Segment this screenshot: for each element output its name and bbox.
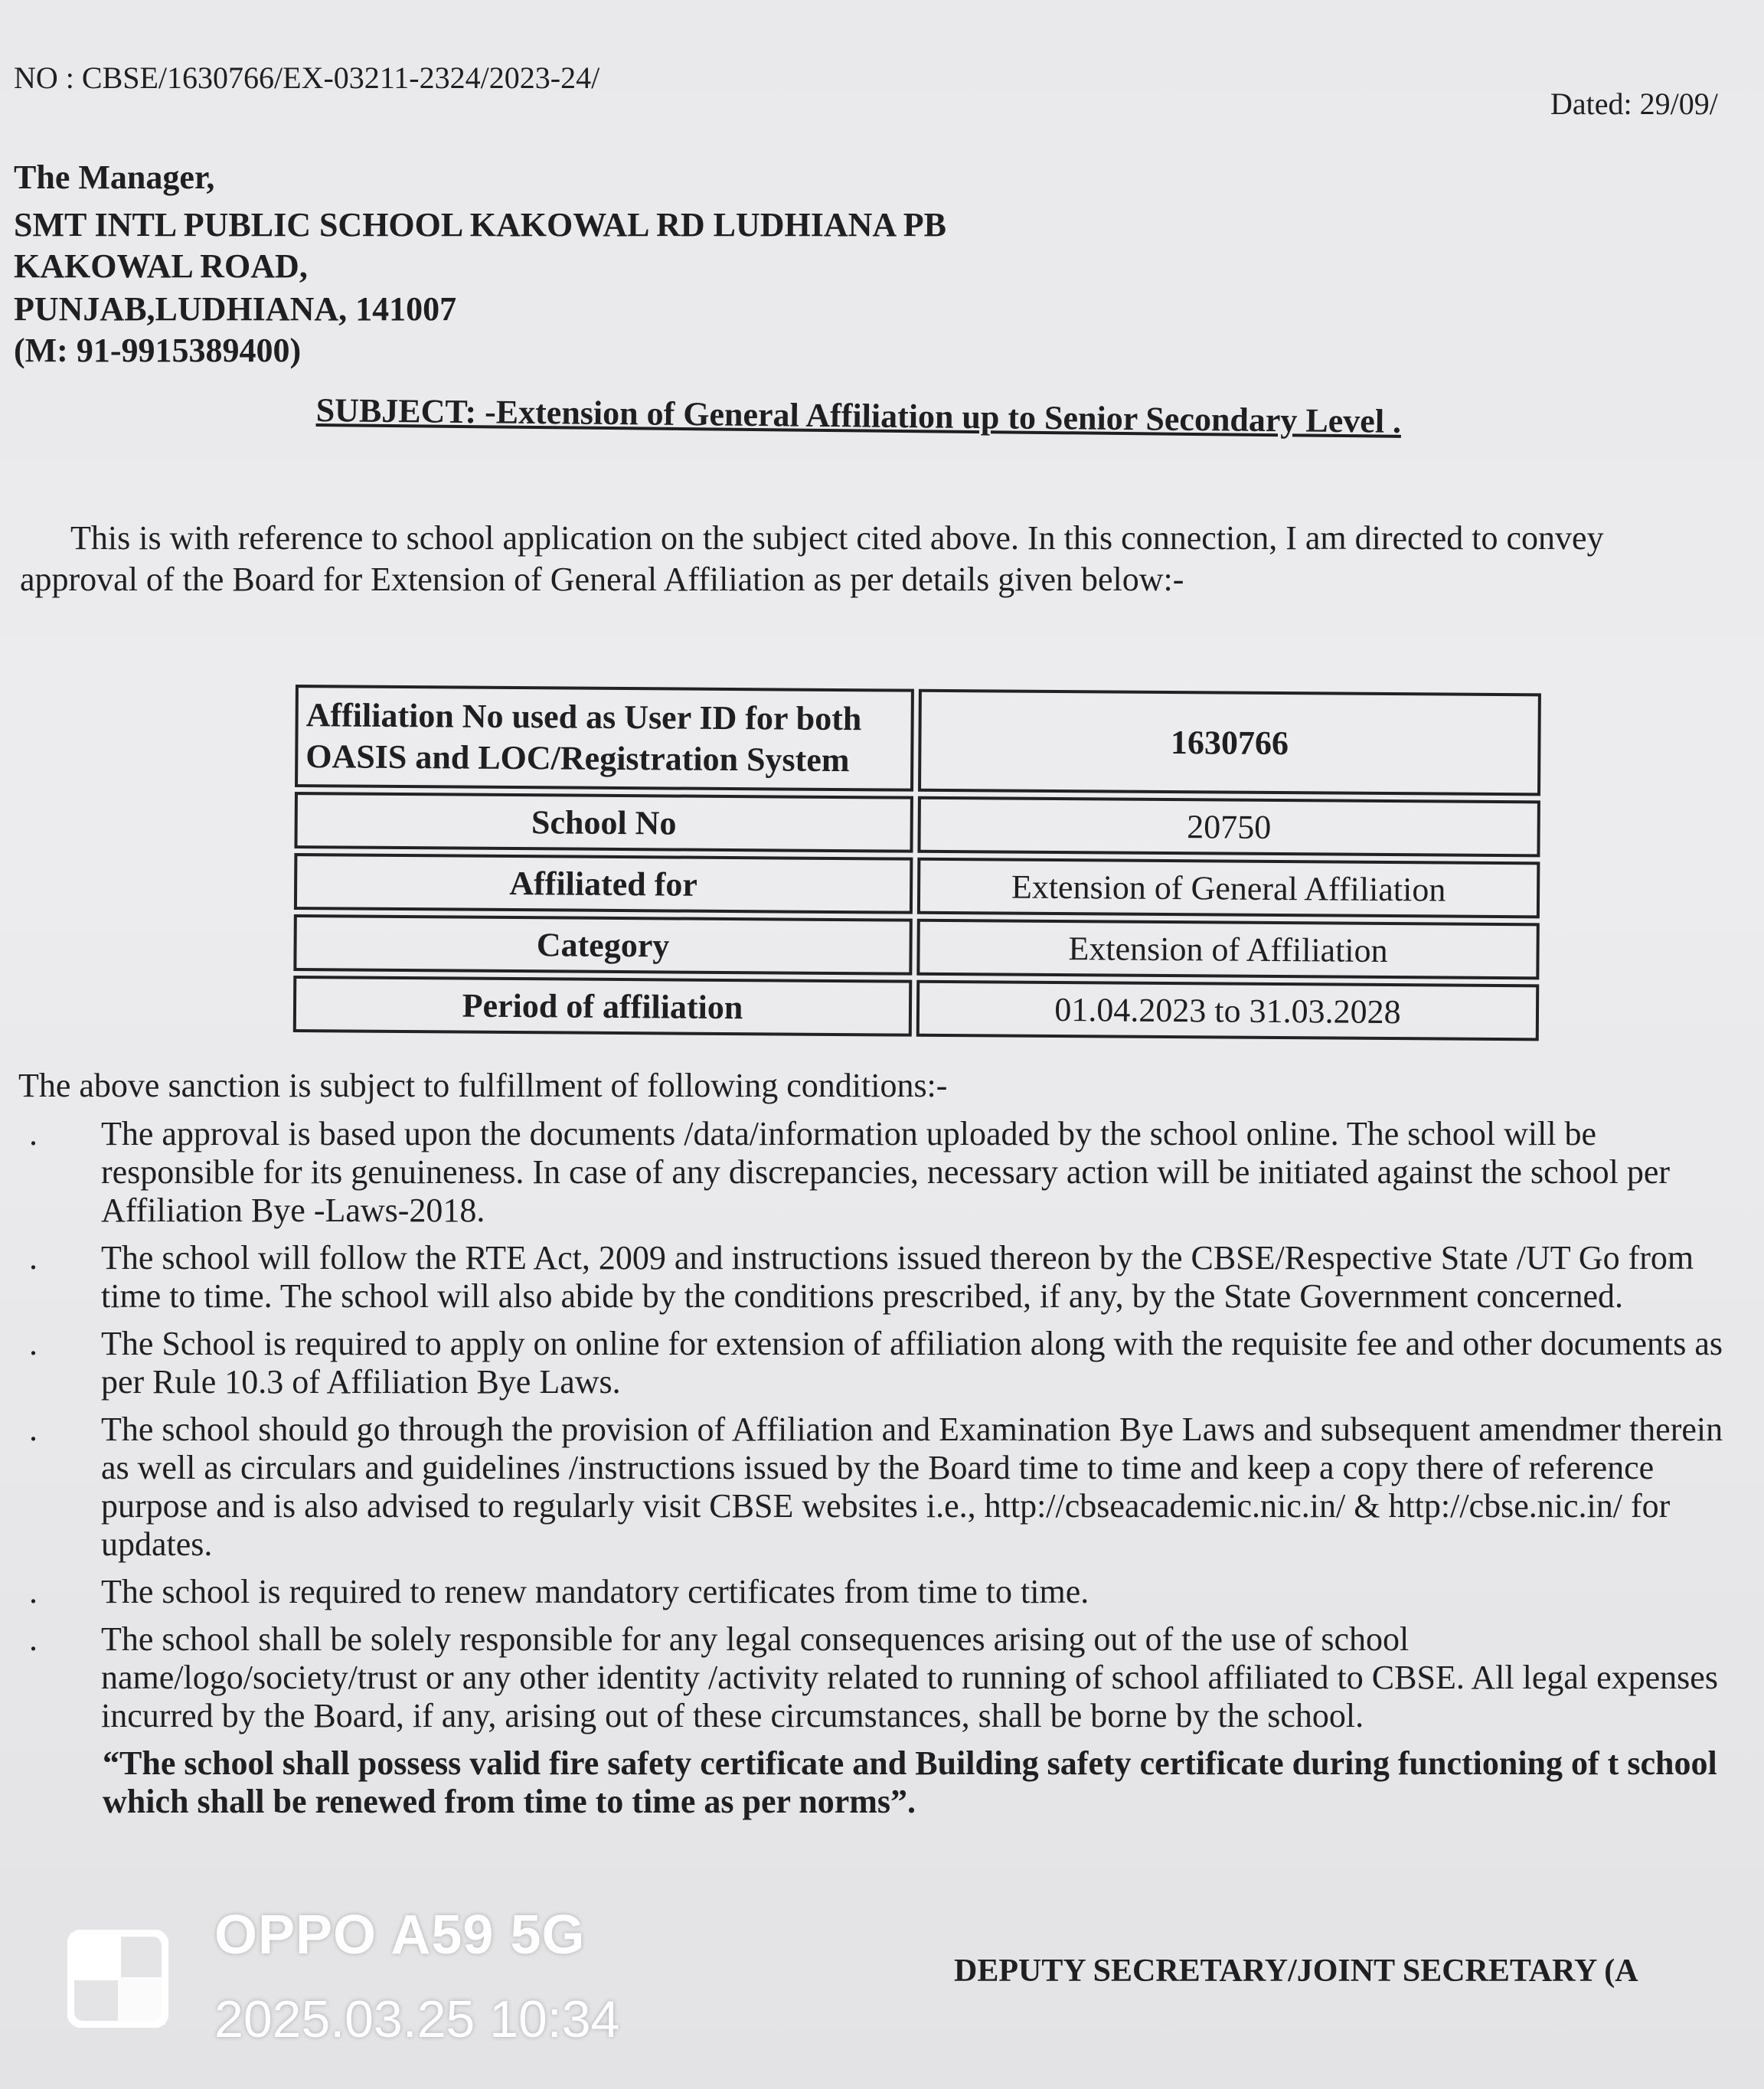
affiliation-details-table [289,680,1546,1045]
intro-line-2: approval of the Board for Extension of General Affiliation as per details given below:- [20,561,1184,598]
table-value-cell: Extension of Affiliation [916,919,1539,980]
address-line-4: PUNJAB,LUDHIANA, 141007 [14,290,457,328]
signatory-designation: DEPUTY SECRETARY/JOINT SECRETARY (A [954,1953,1638,1989]
condition-item [18,1115,1726,1230]
condition-text: The school shall be solely responsible for any legal consequences arising out of the use of school name/logo/society/trust or any other identity /activity related to running of school affiliated to CBSE. All legal expenses incurred by the Board, if any, arising out of these circumstances, shall be borne by the school. [101,1620,1718,1734]
table-value-cell: 01.04.2023 to 31.03.2028 [916,980,1539,1041]
condition-text: The approval is based upon the documents /data/information uploaded by the school online. The school will be responsible for its genuineness. In case of any discrepancies, necessary action will be initiated against the school per Affiliation Bye -Laws-2018. [101,1115,1671,1229]
condition-text: The school will follow the RTE Act, 2009 and instructions issued thereon by the CBSE/Respective State /UT Go from time to time. The school will also abide by the conditions prescribed, if any, by the State Government concerned. [101,1239,1694,1315]
fire-safety-note: “The school shall possess valid fire safety certificate and Building safety certificate during functioning of t school which shall be renewed from time to time as per norms”. [103,1744,1717,1820]
table-label-cell [295,685,914,792]
address-line-3: KAKOWAL ROAD, [14,247,308,285]
subject-line: SUBJECT: -Extension of General Affiliation up to Senior Secondary Level . [315,391,1402,440]
table-label-line: OASIS and LOC/Registration System [305,737,850,780]
camera-timestamp-watermark: 2025.03.25 10:34 [214,1990,620,2048]
table-row [294,792,1540,857]
bullet: . [29,1620,38,1658]
table-label-cell: Affiliated for [294,853,913,914]
bullet: . [29,1325,38,1362]
table-value-cell: 20750 [917,796,1540,858]
table-label-cell: Period of affiliation [293,976,912,1037]
address-line-5: (M: 91-9915389400) [14,332,302,369]
condition-text: The school should go through the provision of Affiliation and Examination Bye Laws and subsequent amendmer therein as well as circulars and guidelines /instructions issued by the Board time to time and keep a copy there of reference purpose and is also advised to regularly visit CBSE websites i.e., http://cbseacademic.nic.in/ & http://cbse.nic.in/ for updates. [101,1411,1723,1563]
table-row [293,914,1539,979]
bullet: . [29,1573,38,1610]
reference-number: NO : CBSE/1630766/EX-03211-2324/2023-24/ [14,60,600,95]
conditions-list [18,1115,1726,1830]
condition-item [18,1239,1726,1316]
camera-watermark-logo-icon [67,1930,168,2028]
table-row [295,685,1541,796]
condition-item [18,1573,1726,1611]
table-row [293,976,1539,1041]
table-label-cell: Category [293,914,912,976]
intro-paragraph [20,518,1604,600]
condition-text: The school is required to renew mandatory certificates from time to time. [101,1573,1089,1610]
camera-model-watermark: OPPO A59 5G [214,1904,586,1966]
address-line-2: SMT INTL PUBLIC SCHOOL KAKOWAL RD LUDHIANA PB [14,206,946,244]
bullet: . [29,1115,38,1152]
condition-text: The School is required to apply on online for extension of affiliation along with the requisite fee and other documents as per Rule 10.3 of Affiliation Bye Laws. [101,1325,1723,1401]
table-row [294,853,1540,918]
bullet: . [29,1411,38,1448]
table-value-cell: Extension of General Affiliation [917,858,1540,919]
table-label-line: Affiliation No used as User ID for both [305,696,862,738]
condition-item [18,1411,1726,1564]
intro-line-1: This is with reference to school application on the subject cited above. In this connection, I am directed to convey [70,519,1604,557]
address-line-1: The Manager, [14,159,215,196]
bullet: . [29,1239,38,1277]
table-label-cell: School No [294,792,913,853]
table-value-cell: 1630766 [918,689,1541,796]
condition-item [18,1620,1726,1735]
conditions-intro: The above sanction is subject to fulfillment of following conditions:- [18,1067,948,1104]
condition-item [18,1325,1726,1401]
date-line: Dated: 29/09/ [1550,87,1718,121]
